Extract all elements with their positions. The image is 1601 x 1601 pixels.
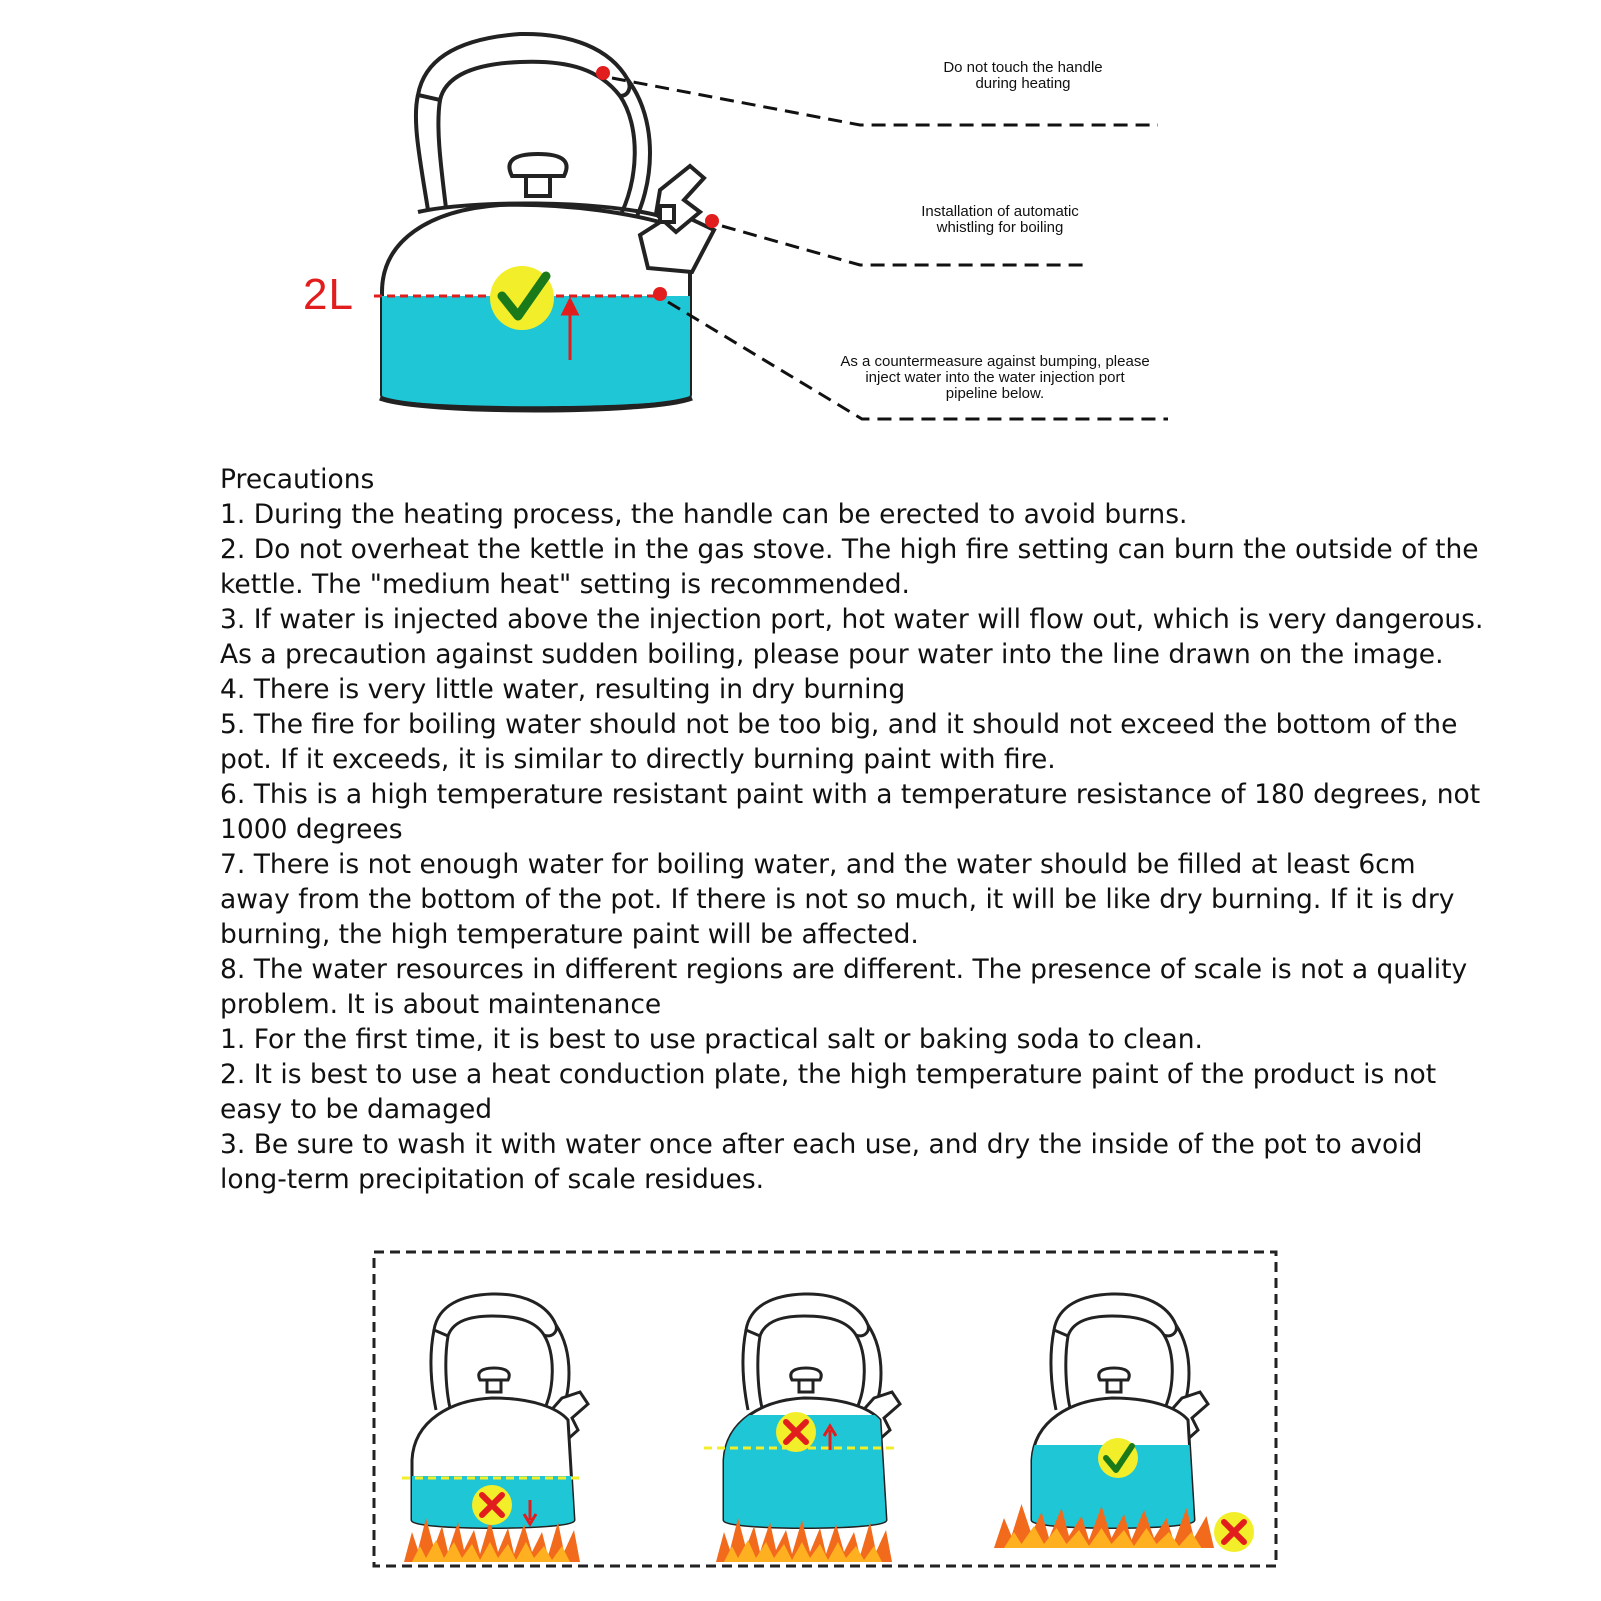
callout-injection-line2: inject water into the water injection port [865, 369, 1125, 386]
handle-marker [596, 66, 610, 80]
kettle-too-much-water [704, 1294, 900, 1562]
check-badge [490, 266, 554, 330]
fill-level-label: 2L [303, 270, 354, 319]
whistle-marker [705, 214, 719, 228]
precaution-line: 8. The water resources in different regions are different. The presence of scale is not a quality problem. It is about maintenance [220, 954, 1476, 1020]
kettle-too-little-water [402, 1294, 588, 1562]
callout-injection-line3: pipeline below. [945, 385, 1045, 402]
precaution-line: 1. During the heating process, the handle can be erected to avoid burns. [220, 499, 1188, 530]
callout-injection [815, 354, 1175, 402]
callout-injection-line1: As a countermeasure against bumping, please [840, 353, 1150, 370]
kettle-flame-too-big [994, 1294, 1254, 1552]
callout-handle-line2: during heating [975, 75, 1071, 92]
callout-handle [888, 60, 1158, 92]
callout-handle-line1: Do not touch the handle [943, 59, 1103, 76]
precautions-title: Precautions [220, 464, 375, 495]
usage-examples-panel [372, 1250, 1278, 1568]
precautions-text [220, 462, 1490, 1197]
precaution-line: 6. This is a high temperature resistant paint with a temperature resistance of 180 degrees, not 1000 degrees [220, 779, 1489, 845]
kettle-fill-diagram [0, 0, 1601, 440]
precaution-line: 4. There is very little water, resulting in dry burning [220, 674, 906, 705]
maintenance-line: 3. Be sure to wash it with water once after each use, and dry the inside of the pot to avoid long-term precipitation of scale residues. [220, 1129, 1431, 1195]
callout-whistle-line1: Installation of automatic [921, 203, 1079, 220]
callout-whistle [880, 204, 1120, 236]
precaution-line: 5. The fire for boiling water should not be too big, and it should not exceed the bottom of the pot. If it exceeds, it is similar to directly burning paint with fire. [220, 709, 1466, 775]
injection-marker [653, 287, 667, 301]
maintenance-line: 1. For the first time, it is best to use practical salt or baking soda to clean. [220, 1024, 1203, 1055]
callout-whistle-line2: whistling for boiling [936, 219, 1064, 236]
kettle-lid-knob [509, 154, 566, 196]
precaution-line: 7. There is not enough water for boiling water, and the water should be filled at least 6cm away from the bottom of the pot. If there is not so much, it will be like dry burning. If it is dry burning, the high temperature paint will be affected. [220, 849, 1463, 950]
maintenance-line: 2. It is best to use a heat conduction plate, the high temperature paint of the product is not easy to be damaged [220, 1059, 1445, 1125]
precaution-line: 2. Do not overheat the kettle in the gas stove. The high fire setting can burn the outside of the kettle. The "medium heat" setting is recommended. [220, 534, 1488, 600]
kettle-handle [416, 34, 650, 230]
precaution-line: 3. If water is injected above the injection port, hot water will flow out, which is very dangerous. As a precaution against sudden boiling, please pour water into the line drawn on the image. [220, 604, 1492, 670]
